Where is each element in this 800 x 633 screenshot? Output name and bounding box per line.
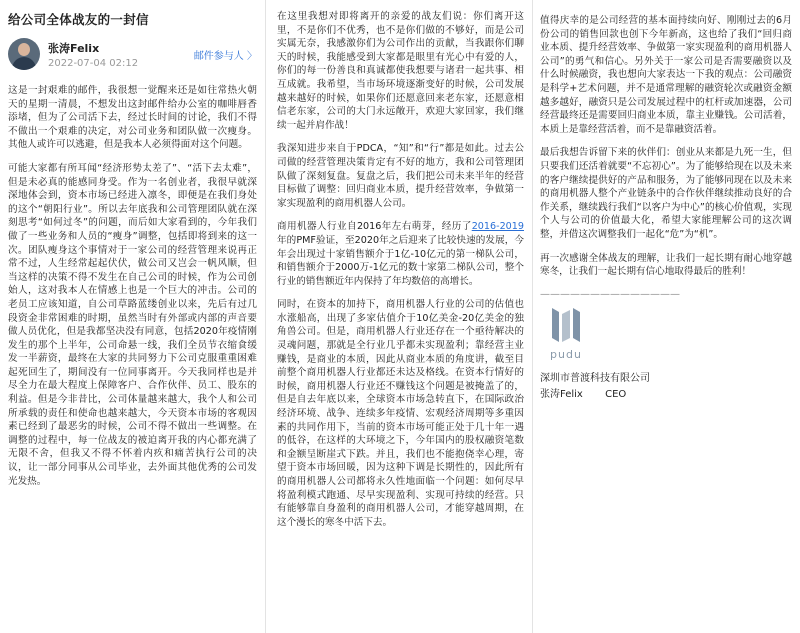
- year-range-link[interactable]: 2016-2019: [471, 221, 524, 233]
- paragraph-with-link: [277, 220, 524, 288]
- signer-name: 张涛Felix: [540, 388, 583, 400]
- avatar[interactable]: [8, 38, 40, 70]
- page-title: 给公司全体战友的一封信: [8, 12, 149, 27]
- paragraph: 可能大家都有所耳闻“经济形势太差了”、“活下去太难”，但是未必真的能感同身受。作为一名创业者，我很早就深深地体会到，资本市场已经进入凛冬，即便是在我们身处的这个“朝阳行业”。所以去年底我和公司管理团队就在深刻思考“如何过冬”的问题，而后如大家看到的，今年我们做了一些业务和人员的“瘦身”调整，包括即将到来的这一次。团队瘦身这个事情对于一家公司的经营管理来说再正常不过，人生经常起起伏伏，做公司又岂会一帆风顺，但当这样的决策不得不发生在自己公司的时候，作为公司创始人，这对我本人在情感上也是一个巨大的冲击。公司的老员工应该知道，自公司草路蓝缕创业以来，先后有过几段资金非常困难的时期，虽然当时有外部或内部的声音要做人员优化，但是我都坚决没有同意，包括2020年疫情刚发生的那个上半年，公司命悬一线，我们全员节衣缩食缓发一半薪资，最终在大家的共同努力下公司克服重重困难起死回生了，期间没有一位同事离开。今天我同样也是并尽全力在最大程度上保障客户、合作伙伴、员工、股东的利益。但是今非昔比，公司体量越来越大，我个人和公司所承载的责任和使命也越来越大，今天资本市场的客观因素已经到了最恶劣的时候，公司不得不做出一些调整。在调整的过程中，每一位战友的被迫离开我的内心都充满了无限不舍，但我又不得不怀着内疚和痛苦执行公司的决议，让一部分同事从公司毕业，去外面其他优秀的公司发光发热。: [8, 162, 257, 487]
- paragraph-text: 商用机器人行业自2016年左右萌芽，经历了: [277, 221, 472, 233]
- author-row: [8, 36, 257, 72]
- chevron-right-icon: 〉: [247, 50, 257, 62]
- author-meta: [48, 40, 194, 69]
- mail-date: 2022-07-04 02:12: [48, 57, 139, 69]
- participants-label: 邮件参与人: [193, 50, 244, 62]
- paragraph: 最后我想告诉留下来的伙伴们：创业从来都是九死一生，但只要我们还活着就要“不忘初心”。为了能够给现在以及未来的客户继续提供好的产品和服务，为了能够同现在以及未来的商用机器人整个产业链条中的合作伙伴继续推动良好的合作关系，继续践行我们“以客户为中心”的核心价值观，实现个人与公司的价值最大化，希望大家能理解公司的这次调整，并借这次调整我们一起化“危”为“机”。: [540, 147, 792, 240]
- paragraph: 值得庆幸的是公司经营的基本面持续向好、刚刚过去的6月份公司的销售回款也创下今年新高，这也给了我们“回归商业本质、提升经营效率、争做第一家实现盈利的商用机器人公司”的勇气和信心。另外关于一家公司是否需要融资以及什么时候融资，我也想向大家表达一下我的观点：公司融资是科学+艺术问题，并不是通常理解的融资轮次或融资金额越多越好，融资只是公司发展过程中的杠杆或加速器，公司经营最终还是需要回归商业本质，靠主业赚钱。公司活着，本质上是靠经营活着，而不是靠融资活着。: [540, 15, 792, 135]
- left-column: [0, 0, 266, 633]
- pudu-logo-icon: [548, 304, 584, 344]
- paragraph: 我深知进步来自于PDCA，“知”和“行”都是如此。过去公司做的经营管理决策肯定有不好的地方，我和公司管理团队做了深刻复盘。复盘之后，我们把公司未来半年的经营目标做了调整：回归商业本质，提升经营效率，争做第一家实现盈利的商用机器人公司。: [277, 143, 524, 209]
- paragraph: 在这里我想对即将离开的亲爱的战友们说：你们离开这里，不是你们不优秀，也不是你们做的不够好，而是公司实属无奈，我感激你们为公司作出的贡献，当我跟你们聊天的时候，我能感受到大家都是眼里有光心中有爱的人，你们的每一份善良和真诚都使我想要与诸君一起共事、相互成就。我希望，当市场环境逐渐变好的时候，公司发展越来越好的时候，如果你们还愿意回来老东家，还愿意相信老东家，公司的大门永远敞开，欢迎大家回家，我们继续一起并肩作战！: [277, 11, 524, 131]
- participants-link[interactable]: [194, 47, 257, 62]
- signature-block: [540, 371, 792, 403]
- signer-title: CEO: [605, 388, 627, 400]
- author-name: 张涛Felix: [48, 41, 100, 55]
- company-logo: [544, 304, 588, 361]
- signer-line: [540, 387, 792, 403]
- middle-column: [267, 0, 533, 633]
- paragraph: 再一次感谢全体战友的理解，让我们一起长期有耐心地穿越寒冬，让我们一起长期有信心地取得最后的胜利！: [540, 252, 792, 278]
- paragraph: 同时，在资本的加持下，商用机器人行业的公司的估值也水涨船高，出现了多家估值介于10亿美金-20亿美金的独角兽公司。但是，商用机器人行业还存在一个亟待解决的灵魂问题，那就是全行业几乎都未实现盈利；靠经营主业赚钱，是商业的本质，因此从商业本质的角度讲，截至目前整个商用机器人行业都还未达及格线。在资本行情好的时候，商用机器人行业还不赚钱这个问题是被掩盖了的，但是自去年底以来，全球资本市场急转直下，在国际政治经济环境、战争、连续多年疫情、宏观经济周期等多重因素的共同作用下，当前的资本市场可能正处于几十年一遇的低谷，在这样的大环境之下，今年国内的股权融资笔数和金额呈断崖式下跌。并且，我们也不能抱侥幸心理，寄望于资本市场回暖，因为这种下调是长期性的，因此所有的商用机器人公司都将永久性地面临一个问题：如何尽早将盈利模式跑通、尽早实现盈利、实现可持续的经营。只有能够靠自身盈利的商用机器人公司，才能穿越周期，在这个漫长的寒冬中活下去。: [277, 299, 524, 528]
- company-name: 深圳市普渡科技有限公司: [540, 372, 650, 384]
- paragraph-text: 年的PMF验证，至2020年之后迎来了比较快速的发展，今年会出现过十家销售额介于1亿-10亿元的第一梯队公司，和销售额介于2000万-1亿元的数十家第二梯队公司，整个行业的销售额近年内保持了年均数倍的高增长。: [277, 234, 524, 287]
- signature-divider: ——————————————: [540, 288, 680, 300]
- logo-wordmark: pudu: [550, 347, 582, 361]
- right-column: [534, 0, 800, 633]
- paragraph: 这是一封艰难的邮件，我很想一觉醒来还是如往常热火朝天的星期一清晨，不想发出这封邮件给办公室的咖啡唇香添堵，但为了公司活下去，经过长时间的讨论，我们不得不做出一个艰难的决定，对公司业务和团队做一次瘦身。其他人或许可以逃避，但是我本人必须得面对这个问题。: [8, 85, 257, 151]
